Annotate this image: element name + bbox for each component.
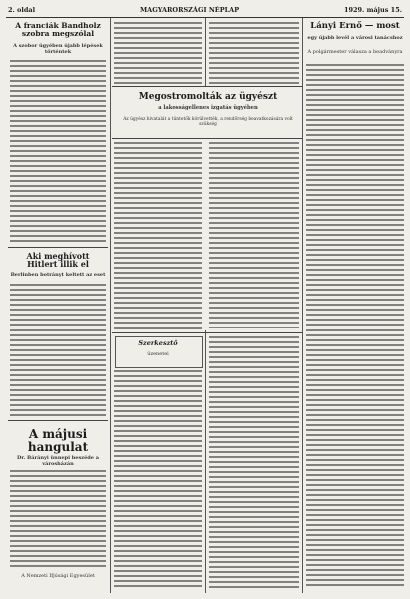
col1-article2-subheadline: Berlinben botrányt keltett az eset [10,272,106,278]
feature-body-col2 [114,142,202,330]
col1-article1-subheadline: A szobor ügyében újabb lépések történtek [13,43,103,55]
boxed-title: Szerkesztő [138,339,178,347]
col1-article3-footer: A Nemzeti Ifjúsági Egyesület [21,573,95,579]
col4-body [306,64,404,588]
col1-article1-headline: A franciák Bandholz szobra megszólal [15,21,101,38]
page-header [8,6,402,16]
column-rule-1 [110,18,111,593]
feature-deck: Az ügyész hivatalát a tüntetők körülvették, a rendőrség beavatkozására volt szükség [123,117,293,127]
col1-rule-2 [8,420,108,421]
col4-headline: Lányi Ernő — most [310,21,400,31]
col1-article1-body [10,60,106,242]
lower-mid-body-col2 [114,370,202,588]
feature-body-col3 [209,142,299,328]
newspaper-title: MAGYARORSZÁGI NÉPLAP [139,6,240,14]
col2-top-body [114,22,202,84]
feature-headline: Megostromolták az ügyészt [138,92,278,102]
col4-deck: A polgármester válasza a beadványra [307,49,403,55]
page-number: 2. oldal [8,6,36,14]
column-rule-2-top [205,18,206,86]
col1-article2-headline: Aki meghívott Hitlert illik el [26,251,90,270]
boxed-subtitle: üzenetei [147,351,169,357]
issue-date: 1929. május 15. [343,6,402,14]
column-rule-2-bottom [205,330,206,593]
col1-rule-1 [8,247,108,248]
col1-article3-subheadline: Dr. Bárányi ünnepi beszéde a városházán [17,455,99,467]
feature-top-rule [112,86,302,87]
col1-article3-body [10,470,106,570]
feature-bottom-rule [112,138,302,139]
col1-article2-body [10,284,106,416]
col3-top-body [209,22,299,84]
column-rule-3 [302,18,303,593]
lower-mid-rule [112,332,302,333]
lower-mid-body-col3 [209,336,299,588]
col4-subheadline: egy újabb levél a városi tanácshoz [307,35,403,41]
feature-subheadline: a lakosságellenes izgatás ügyében [158,105,258,111]
col1-article3-headline: A májusi hangulat [27,427,89,454]
